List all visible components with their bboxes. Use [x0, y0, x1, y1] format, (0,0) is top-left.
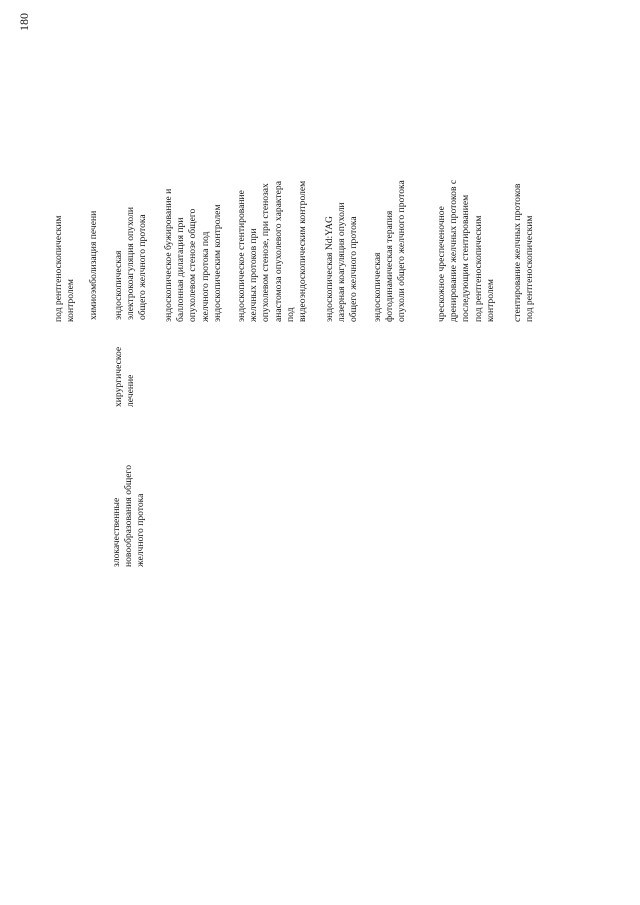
- text-line: новообразования общего: [123, 464, 135, 567]
- text-line: видеоэндоскопическим контролем: [297, 180, 309, 322]
- procedure-cell: [113, 207, 150, 320]
- text-line: под рентгеноскопическим: [53, 215, 64, 322]
- text-line: под рентгеноскопическим: [524, 215, 536, 322]
- text-line: под: [284, 307, 296, 322]
- text-line: общего желчного протока: [137, 214, 149, 320]
- procedure-cell: [324, 202, 361, 322]
- treatment-type-cell: [113, 347, 137, 407]
- text-line: желчных протоков при: [248, 228, 260, 322]
- text-line: злокачественные: [111, 497, 122, 567]
- text-line: опухолевом стенозе, при стенозах: [260, 183, 272, 322]
- text-line: электрокоагуляция опухоли: [125, 207, 137, 320]
- procedure-cell: [512, 184, 536, 322]
- text-line: анастомоза опухолевого характера: [272, 181, 284, 322]
- procedure-cell: [372, 180, 409, 322]
- text-line: эндоскопическим контролем: [211, 204, 223, 322]
- procedure-cell: [163, 189, 224, 322]
- procedure-cell: [236, 181, 309, 322]
- page-number: 180: [17, 13, 31, 31]
- text-line: общего желчного протока: [348, 216, 360, 322]
- text-line: лечение: [125, 374, 137, 407]
- text-line: опухолевом стенозе общего: [187, 208, 199, 322]
- procedure-cell: [436, 180, 497, 322]
- text-line: лазерная коагуляция опухоли: [336, 202, 348, 322]
- text-line: фотодинамическая терапия: [384, 210, 396, 322]
- procedure-cell: [53, 216, 77, 323]
- text-line: стентирование желчных протоков: [512, 183, 523, 322]
- text-line: хирургическое: [113, 346, 124, 407]
- disease-cell: [111, 465, 148, 567]
- text-line: контролем: [484, 279, 496, 322]
- text-line: эндоскопическое бужирование и: [163, 188, 174, 322]
- text-line: баллонная дилатация при: [175, 217, 187, 322]
- text-line: эндоскопическая: [372, 252, 383, 322]
- text-line: желчного протока под: [199, 231, 211, 322]
- procedure-cell: [88, 211, 100, 320]
- text-line: чрескожное чреспеченочное: [436, 206, 447, 322]
- text-line: опухоли общего желчного протока: [396, 180, 408, 322]
- text-line: желчного протока: [135, 493, 147, 567]
- text-line: дренирование желчных протоков с: [448, 179, 460, 322]
- text-line: последующим стентированием: [460, 194, 472, 322]
- text-line: эндоскопическое стентирование: [236, 190, 247, 322]
- text-line: эндоскопическая: [113, 250, 124, 320]
- text-line: химиоэмболизация печени: [88, 210, 99, 320]
- text-line: контролем: [65, 279, 77, 322]
- text-line: эндоскопическая Nd:YAG: [324, 216, 335, 322]
- text-line: под рентгеноскопическим: [472, 215, 484, 322]
